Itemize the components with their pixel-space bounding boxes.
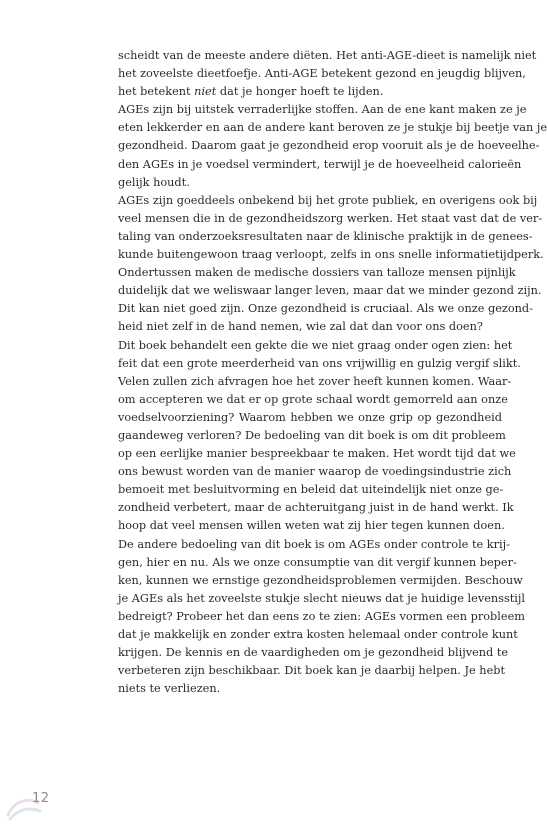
text-line: voedselvoorziening? Waarom hebben we onze grip op gezondheid xyxy=(118,410,502,424)
text-line: AGEs zijn goeddeels onbekend bij het grote publiek, en overigens ook bij xyxy=(118,193,538,207)
text-line: je AGEs als het zoveelste stukje slecht nieuws dat je huidige levensstijl xyxy=(118,591,526,605)
text-line: op een eerlijke manier bespreekbaar te maken. Het wordt tijd dat we xyxy=(118,447,516,461)
text-line: hoop dat veel mensen willen weten wat zij hier tegen kunnen doen. xyxy=(118,519,505,533)
text-line: het betekent niet dat je honger hoeft te lijden. xyxy=(118,85,384,99)
text-line: om accepteren we dat er op grote schaal wordt gemorreld aan onze xyxy=(118,392,508,406)
text-line: ons bewust worden van de manier waarop de voedingsindustrie zich xyxy=(118,465,512,479)
text-line: veel mensen die in de gezondheidszorg werken. Het staat vast dat de ver- xyxy=(118,211,543,225)
emphasis: niet xyxy=(194,85,217,99)
text-line: gelijk houdt. xyxy=(118,175,190,189)
text-line: Velen zullen zich afvragen hoe het zover heeft kunnen komen. Waar- xyxy=(118,374,512,388)
text-line: De andere bedoeling van dit boek is om AGEs onder controle te krij- xyxy=(118,537,510,551)
text-line: dat je makkelijk en zonder extra kosten helemaal onder controle kunt xyxy=(118,628,518,641)
text-line: eten lekkerder en aan de andere kant beroven ze je stukje bij beetje van je xyxy=(118,121,548,135)
text-line: zondheid verbetert, maar de achteruitgang juist in de hand werkt. Ik xyxy=(118,501,514,515)
text-line: gezondheid. Daarom gaat je gezondheid erop vooruit als je de hoeveelhe- xyxy=(118,139,540,153)
text-line: den AGEs in je voedsel vermindert, terwijl je de hoeveelheid calorieën xyxy=(118,157,522,171)
text-line: bedreigt? Probeer het dan eens zo te zien: AGEs vormen een probleem xyxy=(118,609,525,623)
page-footer xyxy=(4,785,64,825)
text-line: feit dat een grote meerderheid van ons vrijwillig en gulzig vergif slikt. xyxy=(118,356,521,370)
text-line: duidelijk dat we weliswaar langer leven, maar dat we minder gezond zijn. xyxy=(118,284,542,298)
text-line: scheidt van de meeste andere diëten. Het anti-AGE-dieet is namelijk niet xyxy=(118,49,537,62)
text-line: heid niet zelf in de hand nemen, wie zal dat dan voor ons doen? xyxy=(118,320,483,334)
text-line: AGEs zijn bij uitstek verraderlijke stoffen. Aan de ene kant maken ze je xyxy=(118,103,527,117)
text-line: kunde buitengewoon traag verloopt, zelfs in ons snelle informatietijdperk. xyxy=(118,248,544,262)
text-line: krijgen. De kennis en de vaardigheden om je gezondheid blijvend te xyxy=(118,646,509,660)
page-number: 12 xyxy=(32,791,50,806)
text-line: taling van onderzoeksresultaten naar de klinische praktijk in de genees- xyxy=(118,229,533,243)
text-line: niets te verliezen. xyxy=(118,682,221,696)
text-line: Dit kan niet goed zijn. Onze gezondheid is cruciaal. Als we onze gezond- xyxy=(118,302,533,316)
text-line: gen, hier en nu. Als we onze consumptie van dit vergif kunnen beper- xyxy=(118,555,517,569)
text-line: gaandeweg verloren? De bedoeling van dit boek is om dit probleem xyxy=(118,428,506,442)
text-line: Dit boek behandelt een gekte die we niet graag onder ogen zien: het xyxy=(118,338,513,352)
body-text xyxy=(118,47,548,698)
text-line: ken, kunnen we ernstige gezondheidsproblemen vermijden. Beschouw xyxy=(118,573,523,587)
text-line: het zoveelste dieetfoefje. Anti-AGE betekent gezond en jeugdig blijven, xyxy=(118,67,526,81)
text-line: bemoeit met besluitvorming en beleid dat uiteindelijk niet onze ge- xyxy=(118,483,504,497)
text-line: Ondertussen maken de medische dossiers van talloze mensen pijnlijk xyxy=(118,266,516,280)
text-line: verbeteren zijn beschikbaar. Dit boek kan je daarbij helpen. Je hebt xyxy=(118,664,506,678)
